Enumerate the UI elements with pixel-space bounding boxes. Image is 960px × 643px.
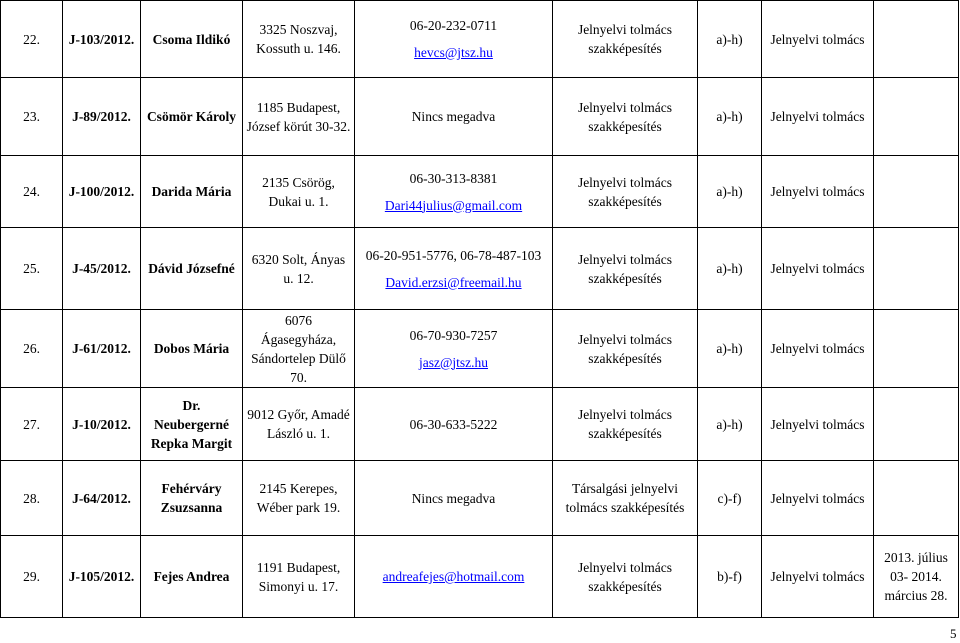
address: 6320 Solt, Ányas u. 12. bbox=[243, 228, 355, 310]
registration-code: J-45/2012. bbox=[63, 228, 141, 310]
contact-cell bbox=[355, 1, 553, 78]
contact-cell bbox=[355, 310, 553, 388]
table-row bbox=[1, 1, 959, 78]
qualification: Jelnyelvi tolmács szakképesítés bbox=[553, 228, 698, 310]
scope: c)-f) bbox=[698, 461, 762, 536]
phone-number: 06-30-633-5222 bbox=[409, 416, 498, 432]
email-link[interactable]: Dari44julius@gmail.com bbox=[384, 197, 523, 213]
person-name: Fehérváry Zsuzsanna bbox=[141, 461, 243, 536]
role: Jelnyelvi tolmács bbox=[762, 1, 874, 78]
row-number: 25. bbox=[1, 228, 63, 310]
phone-number: Nincs megadva bbox=[411, 109, 496, 124]
validity-date bbox=[874, 310, 959, 388]
address: 1191 Budapest, Simonyi u. 17. bbox=[243, 536, 355, 618]
table-row bbox=[1, 228, 959, 310]
scope: a)-h) bbox=[698, 156, 762, 228]
phone-number: Nincs megadva bbox=[411, 490, 496, 506]
scope: a)-h) bbox=[698, 78, 762, 156]
row-number: 26. bbox=[1, 310, 63, 388]
role: Jelnyelvi tolmács bbox=[762, 156, 874, 228]
contact-cell bbox=[355, 78, 553, 156]
address: 6076 Ágasegyháza, Sándortelep Dülő 70. bbox=[243, 310, 355, 388]
role: Jelnyelvi tolmács bbox=[762, 78, 874, 156]
validity-date bbox=[874, 461, 959, 536]
table-row bbox=[1, 78, 959, 156]
qualification: Társalgási jelnyelvi tolmács szakképesítés bbox=[553, 461, 698, 536]
qualification: Jelnyelvi tolmács szakképesítés bbox=[553, 310, 698, 388]
validity-date bbox=[874, 78, 959, 156]
contact-cell bbox=[355, 388, 553, 461]
phone-number: 06-70-930-7257 bbox=[409, 327, 498, 343]
contact-cell bbox=[355, 461, 553, 536]
validity-date: 2013. július 03- 2014. március 28. bbox=[874, 536, 959, 618]
person-name: Dávid Józsefné bbox=[141, 228, 243, 310]
table-row bbox=[1, 536, 959, 618]
scope: a)-h) bbox=[698, 310, 762, 388]
table-row bbox=[1, 461, 959, 536]
email-link[interactable]: jasz@jtsz.hu bbox=[418, 354, 489, 370]
registration-code: J-103/2012. bbox=[63, 1, 141, 78]
email-link[interactable]: David.erzsi@freemail.hu bbox=[385, 274, 522, 290]
registration-code: J-105/2012. bbox=[63, 536, 141, 618]
person-name: Dobos Mária bbox=[141, 310, 243, 388]
table-row bbox=[1, 388, 959, 461]
scope: a)-h) bbox=[698, 1, 762, 78]
role: Jelnyelvi tolmács bbox=[762, 228, 874, 310]
qualification: Jelnyelvi tolmács szakképesítés bbox=[553, 1, 698, 78]
contact-cell bbox=[355, 536, 553, 618]
registration-code: J-64/2012. bbox=[63, 461, 141, 536]
address: 1185 Budapest, József körút 30-32. bbox=[243, 78, 355, 156]
person-name: Csömör Károly bbox=[141, 78, 243, 156]
qualification: Jelnyelvi tolmács szakképesítés bbox=[553, 156, 698, 228]
scope: a)-h) bbox=[698, 228, 762, 310]
registration-code: J-61/2012. bbox=[63, 310, 141, 388]
validity-date bbox=[874, 228, 959, 310]
address: 3325 Noszvaj, Kossuth u. 146. bbox=[243, 1, 355, 78]
address: 2145 Kerepes, Wéber park 19. bbox=[243, 461, 355, 536]
page-number: 5 bbox=[950, 626, 957, 641]
table-row bbox=[1, 156, 959, 228]
registration-code: J-10/2012. bbox=[63, 388, 141, 461]
validity-date bbox=[874, 1, 959, 78]
phone-number: 06-20-951-5776, 06-78-487-103 bbox=[365, 247, 542, 263]
table-row bbox=[1, 310, 959, 388]
person-name: Darida Mária bbox=[141, 156, 243, 228]
role: Jelnyelvi tolmács bbox=[762, 461, 874, 536]
role: Jelnyelvi tolmács bbox=[762, 388, 874, 461]
qualification: Jelnyelvi tolmács szakképesítés bbox=[553, 388, 698, 461]
row-number: 27. bbox=[1, 388, 63, 461]
address: 2135 Csörög, Dukai u. 1. bbox=[243, 156, 355, 228]
scope: a)-h) bbox=[698, 388, 762, 461]
address: 9012 Győr, Amadé László u. 1. bbox=[243, 388, 355, 461]
person-name: Csoma Ildikó bbox=[141, 1, 243, 78]
phone-number: 06-20-232-0711 bbox=[409, 18, 498, 33]
row-number: 29. bbox=[1, 536, 63, 618]
person-name: Dr. Neubergerné Repka Margit bbox=[141, 388, 243, 461]
contact-cell bbox=[355, 156, 553, 228]
qualification: Jelnyelvi tolmács szakképesítés bbox=[553, 78, 698, 156]
qualification: Jelnyelvi tolmács szakképesítés bbox=[553, 536, 698, 618]
email-link[interactable]: andreafejes@hotmail.com bbox=[382, 569, 525, 584]
validity-date bbox=[874, 388, 959, 461]
person-name: Fejes Andrea bbox=[141, 536, 243, 618]
row-number: 28. bbox=[1, 461, 63, 536]
validity-date bbox=[874, 156, 959, 228]
phone-number: 06-30-313-8381 bbox=[409, 170, 498, 186]
registration-code: J-100/2012. bbox=[63, 156, 141, 228]
scope: b)-f) bbox=[698, 536, 762, 618]
role: Jelnyelvi tolmács bbox=[762, 310, 874, 388]
registration-code: J-89/2012. bbox=[63, 78, 141, 156]
email-link[interactable]: hevcs@jtsz.hu bbox=[414, 45, 493, 60]
role: Jelnyelvi tolmács bbox=[762, 536, 874, 618]
row-number: 22. bbox=[1, 1, 63, 78]
row-number: 24. bbox=[1, 156, 63, 228]
row-number: 23. bbox=[1, 78, 63, 156]
contact-cell bbox=[355, 228, 553, 310]
